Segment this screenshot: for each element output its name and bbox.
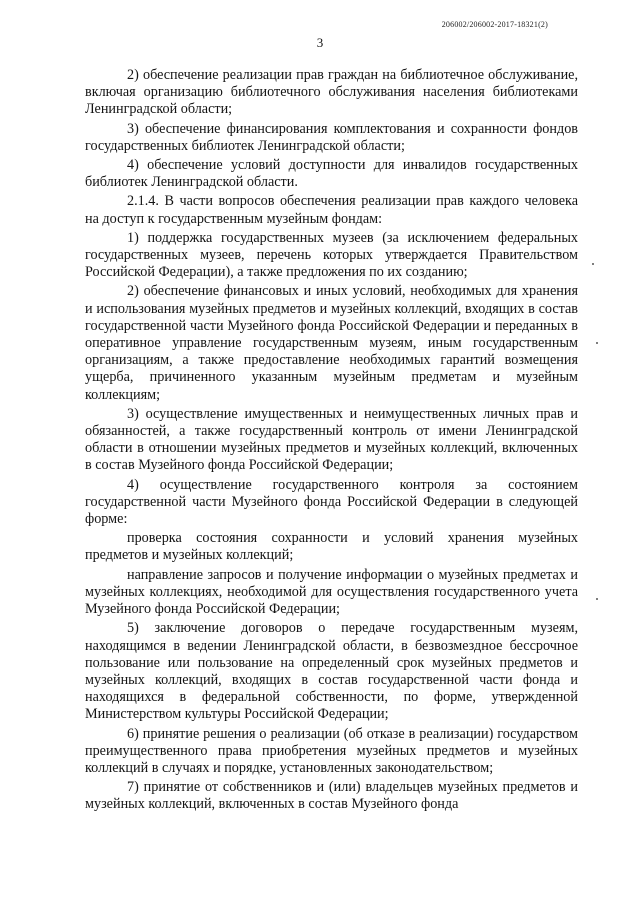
scan-speck <box>592 263 594 265</box>
paragraph: 7) принятие от собственников и (или) владельцев музейных предметов и музейных коллекций, включенных в состав Музейного фонда <box>85 779 578 813</box>
paragraph: 2) обеспечение реализации прав граждан на библиотечное обслуживание, включая организацию библиотечного обслуживания населения библиотеками Ленинградской области; <box>85 67 578 118</box>
paragraph: 6) принятие решения о реализации (об отказе в реализации) государством преимущественного права приобретения музейных предметов и музейных коллекций в случаях и порядке, установленных законодательством; <box>85 725 578 776</box>
page-number: 3 <box>316 35 324 50</box>
document-id: 206002/206002-2017-18321(2) <box>441 20 548 29</box>
paragraph: 2.1.4. В части вопросов обеспечения реализации прав каждого человека на доступ к государственным музейным фондам: <box>85 193 578 227</box>
scan-speck <box>596 598 598 600</box>
paragraph: направление запросов и получение информации о музейных предметах и музейных коллекциях, необходимой для осуществления государственного учета Музейного фонда Российской Федерации; <box>85 566 578 618</box>
document-body <box>85 67 578 816</box>
scan-speck <box>596 342 598 344</box>
paragraph: 5) заключение договоров о передаче государственным музеям, находящимся в ведении Ленинградской области, в безвозмездное бессрочное пользование или пользование на определенный срок музейных предметов и музейных коллекций, входящих в состав государственной части фонда и находящихся в федеральной собственности, по форме, утвержденной Министерством культуры Российской Федерации; <box>85 620 578 723</box>
paragraph: 4) осуществление государственного контроля за состоянием государственной части Музейного фонда Российской Федерации в следующей форме: <box>85 476 578 528</box>
paragraph: 1) поддержка государственных музеев (за исключением федеральных государственных музеев, перечень которых утверждается Правительством Российской Федерации), а также предложения по их созданию; <box>85 229 578 281</box>
paragraph: 3) обеспечение финансирования комплектования и сохранности фондов государственных библиотек Ленинградской области; <box>85 120 578 154</box>
paragraph: 3) осуществление имущественных и неимущественных личных прав и обязанностей, а также государственный контроль от имени Ленинградской области в отношении музейных предметов и музейных коллекций, включенных в состав Музейного фонда Российской Федерации; <box>85 405 578 474</box>
paragraph: 2) обеспечение финансовых и иных условий, необходимых для хранения и использования музейных предметов и музейных коллекций, входящих в состав государственной части Музейного фонда Российской Федерации и переданных в оперативное управление государственным музеям, иным государственным организациям, а также предоставление необходимых гарантий возмещения ущерба, причиненного указанным музейным предметам и музейным коллекциям; <box>85 283 578 403</box>
paragraph: 4) обеспечение условий доступности для инвалидов государственных библиотек Ленинградской области. <box>85 157 578 191</box>
paragraph: проверка состояния сохранности и условий хранения музейных предметов и музейных коллекций; <box>85 530 578 564</box>
